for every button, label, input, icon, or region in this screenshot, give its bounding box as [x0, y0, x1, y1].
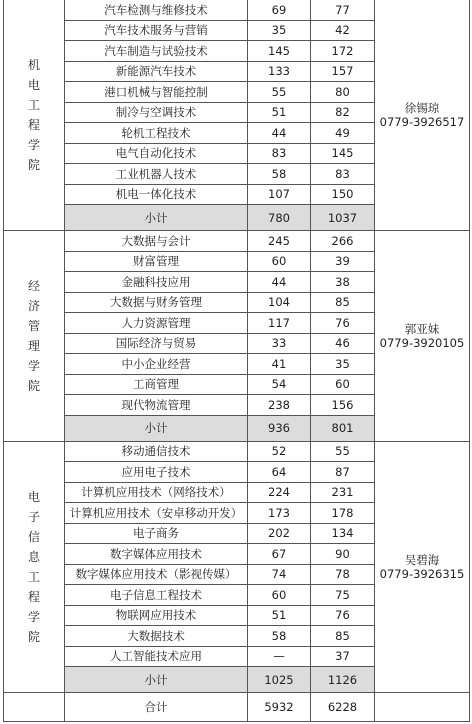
actual-count: 78	[311, 564, 375, 585]
major-name: 财富管理	[65, 251, 248, 272]
major-name: 港口机械与智能控制	[65, 82, 248, 103]
plan-count: 41	[248, 354, 311, 375]
plan-count: 133	[248, 61, 311, 82]
actual-count: 75	[311, 585, 375, 606]
contact-phone: 0779-3926315	[379, 566, 465, 581]
actual-count: 266	[311, 231, 375, 252]
college-name: 经济管理学院	[27, 278, 40, 393]
total-label: 合计	[65, 693, 248, 722]
plan-count: 51	[248, 102, 311, 123]
college-name-cell	[4, 441, 65, 693]
actual-count: 90	[311, 544, 375, 565]
major-name: 国际经济与贸易	[65, 333, 248, 354]
plan-count: 60	[248, 585, 311, 606]
major-name: 汽车检测与维修技术	[65, 0, 248, 20]
major-name: 工商管理	[65, 374, 248, 395]
contact-name: 吴碧海	[404, 552, 440, 567]
actual-count: 60	[311, 374, 375, 395]
actual-count: 35	[311, 354, 375, 375]
actual-count: 150	[311, 184, 375, 205]
plan-count: 33	[248, 333, 311, 354]
subtotal-plan: 936	[248, 415, 311, 441]
subtotal-plan: 1025	[248, 667, 311, 693]
actual-count: 76	[311, 313, 375, 334]
table-row	[4, 441, 470, 462]
plan-count: 145	[248, 41, 311, 62]
actual-count: 83	[311, 164, 375, 185]
major-name: 人工智能技术应用	[65, 646, 248, 667]
actual-count: 80	[311, 82, 375, 103]
subtotal-plan: 780	[248, 205, 311, 231]
actual-count: 231	[311, 482, 375, 503]
plan-count: 117	[248, 313, 311, 334]
plan-count: 35	[248, 20, 311, 41]
plan-count: 83	[248, 143, 311, 164]
total-plan: 5932	[248, 693, 311, 722]
plan-count: 44	[248, 123, 311, 144]
major-name: 数字媒体应用技术	[65, 544, 248, 565]
contact-cell	[375, 0, 470, 231]
plan-count: —	[248, 646, 311, 667]
actual-count: 55	[311, 441, 375, 462]
actual-count: 85	[311, 626, 375, 647]
total-row	[4, 693, 470, 722]
actual-count: 178	[311, 503, 375, 524]
total-actual: 6228	[311, 693, 375, 722]
plan-count: 58	[248, 164, 311, 185]
actual-count: 145	[311, 143, 375, 164]
contact-phone: 0779-3920105	[379, 335, 465, 350]
plan-count: 55	[248, 82, 311, 103]
plan-count: 107	[248, 184, 311, 205]
actual-count: 39	[311, 251, 375, 272]
major-name: 机电一体化技术	[65, 184, 248, 205]
major-name: 金融科技应用	[65, 272, 248, 293]
contact-name: 郭亚妹	[404, 321, 440, 336]
plan-count: 51	[248, 605, 311, 626]
table-row	[4, 231, 470, 252]
plan-count: 104	[248, 292, 311, 313]
major-name: 应用电子技术	[65, 462, 248, 483]
college-name-cell	[4, 231, 65, 442]
table-row	[4, 0, 470, 20]
college-name: 机电工程学院	[27, 58, 40, 172]
actual-count: 172	[311, 41, 375, 62]
major-name: 大数据技术	[65, 626, 248, 647]
major-name: 现代物流管理	[65, 395, 248, 416]
contact-cell	[375, 231, 470, 442]
plan-count: 67	[248, 544, 311, 565]
actual-count: 38	[311, 272, 375, 293]
plan-count: 64	[248, 462, 311, 483]
plan-count: 60	[248, 251, 311, 272]
actual-count: 87	[311, 462, 375, 483]
major-name: 人力资源管理	[65, 313, 248, 334]
plan-count: 238	[248, 395, 311, 416]
actual-count: 85	[311, 292, 375, 313]
major-name: 中小企业经营	[65, 354, 248, 375]
plan-count: 74	[248, 564, 311, 585]
plan-count: 44	[248, 272, 311, 293]
plan-count: 69	[248, 0, 311, 20]
subtotal-actual: 801	[311, 415, 375, 441]
contact-name: 徐锡琼	[404, 101, 440, 115]
actual-count: 42	[311, 20, 375, 41]
enrollment-table	[3, 0, 470, 722]
actual-count: 37	[311, 646, 375, 667]
major-name: 电子信息工程技术	[65, 585, 248, 606]
major-name: 新能源汽车技术	[65, 61, 248, 82]
subtotal-label: 小计	[65, 205, 248, 231]
actual-count: 77	[311, 0, 375, 20]
plan-count: 202	[248, 523, 311, 544]
total-spacer	[4, 693, 65, 722]
plan-count: 54	[248, 374, 311, 395]
total-contact-spacer	[375, 693, 470, 722]
major-name: 电子商务	[65, 523, 248, 544]
major-name: 大数据与财务管理	[65, 292, 248, 313]
actual-count: 134	[311, 523, 375, 544]
actual-count: 46	[311, 333, 375, 354]
major-name: 数字媒体应用技术（影视传媒）	[65, 564, 248, 585]
plan-count: 173	[248, 503, 311, 524]
major-name: 工业机器人技术	[65, 164, 248, 185]
college-name-cell	[4, 0, 65, 231]
plan-count: 245	[248, 231, 311, 252]
actual-count: 156	[311, 395, 375, 416]
major-name: 计算机应用技术（安卓移动开发）	[65, 503, 248, 524]
contact-cell	[375, 441, 470, 693]
major-name: 移动通信技术	[65, 441, 248, 462]
actual-count: 76	[311, 605, 375, 626]
subtotal-actual: 1037	[311, 205, 375, 231]
actual-count: 49	[311, 123, 375, 144]
subtotal-label: 小计	[65, 415, 248, 441]
contact-phone: 0779-3926517	[379, 115, 465, 129]
subtotal-label: 小计	[65, 667, 248, 693]
major-name: 汽车制造与试验技术	[65, 41, 248, 62]
major-name: 物联网应用技术	[65, 605, 248, 626]
plan-count: 52	[248, 441, 311, 462]
actual-count: 82	[311, 102, 375, 123]
subtotal-actual: 1126	[311, 667, 375, 693]
plan-count: 224	[248, 482, 311, 503]
major-name: 汽车技术服务与营销	[65, 20, 248, 41]
major-name: 轮机工程技术	[65, 123, 248, 144]
college-name: 电子信息工程学院	[27, 489, 40, 644]
actual-count: 157	[311, 61, 375, 82]
major-name: 大数据与会计	[65, 231, 248, 252]
plan-count: 58	[248, 626, 311, 647]
major-name: 计算机应用技术（网络技术）	[65, 482, 248, 503]
major-name: 制冷与空调技术	[65, 102, 248, 123]
major-name: 电气自动化技术	[65, 143, 248, 164]
